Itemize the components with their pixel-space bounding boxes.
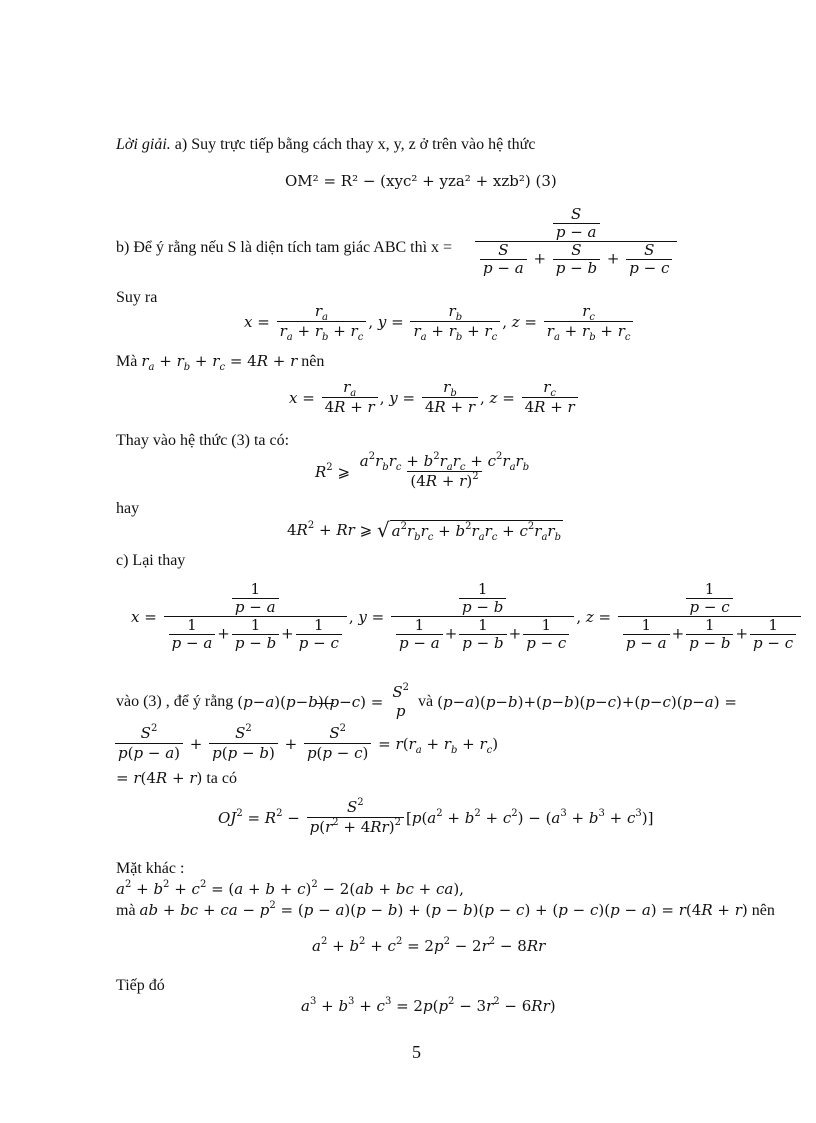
page-number: 5 bbox=[412, 1042, 421, 1062]
part-c-text: c) Lại thay bbox=[116, 552, 186, 569]
mat-khac: Mặt khác : bbox=[116, 860, 185, 877]
part-b-fraction: $\frac{S}{p - a}$ $\frac{S}{p - a}$ + $\frac{S}{p - b}$ + $\frac{S}{p - c}$ bbox=[473, 206, 679, 277]
intro-text: a) Suy trực tiếp bằng cách thay x, y, z ở trên vào hệ thức bbox=[170, 136, 536, 153]
line-sq: $a^2 + b^2 + c^2 = (a + b + c)^2 - 2(ab$ + bc + ca), bbox=[116, 879, 464, 898]
equation-OJ: $OJ^2 = R^2$ − $\frac{S^2}{p(r^2 + 4Rr)^2}$ $[p(a^2 + b^2 + c^2) - (a^3 + b^3 + c^3)]$ bbox=[218, 797, 654, 836]
equation-sq2: $a^2 + b^2 + c^2 = 2p^2 - 2r^2 - 8Rr$ bbox=[312, 936, 546, 955]
sum-s2-line: $\frac{S^2}{p(p - a)}$ + $\frac{S^2}{p(p - b)}$ + $\frac{S^2}{p(p - c)}$ = $r(r_a + r_b + r_c)$ bbox=[113, 724, 498, 763]
ma2-line: mà ab + bc + ca − $p^2 = (p - a)(p - b) + (p - b)(p - c) + (p - c)(p - a) = r(4R + r)$ nên bbox=[116, 900, 775, 919]
part-b-label: b) Để ý rằng nếu S là diện tích tam giác ABC thì x = bbox=[116, 239, 453, 256]
equation-R2: $R^2$ ⩾ $\frac{a^2r_br_c + b^2r_ar_c + c^2r_ar_b}{(4R + r)^2}$ bbox=[315, 451, 530, 490]
part-b-text bbox=[116, 238, 452, 258]
thay-vao-text: Thay vào hệ thức (3) ta có: bbox=[116, 432, 290, 449]
equation-c-xyz: x = $\frac{1}{p - a}$ $\frac{1}{p - a}$ + $\frac{1}{p - b}$ + $\frac{1}{p - c}$ , y = $\frac{1}{p - b}$ $\frac{1}{p - a}$ + $\frac{1}{p - b}$ + $\frac{1}{p - c}$ , z = $\frac{1}{p - c}$ $\frac{1}{p - a}$ + $\frac{1}{p - b}$ + $\frac{1}{p - c}$ bbox=[131, 581, 803, 652]
ma-text: Mà $r_a + r_b + r_c = 4R + r$ nên bbox=[116, 352, 325, 373]
equation-om bbox=[285, 171, 557, 191]
solution-label: Lời giải. bbox=[116, 136, 171, 153]
equation-xyz-r: x = $\frac{r_a}{r_a + r_b + r_c}$ , y = $\frac{r_b}{r_a + r_b + r_c}$ , z = $\frac{r_c}{r_a + r_b + r_c}$ bbox=[244, 302, 635, 341]
equation-xyz-R: x = $\frac{r_a}{4R + r}$ , y = $\frac{r_b}{4R + r}$ , z = $\frac{r_c}{4R + r}$ bbox=[289, 378, 580, 417]
tiep-do: Tiếp đó bbox=[116, 977, 165, 994]
vao3-text-b: và bbox=[417, 693, 434, 710]
fraction-bar bbox=[316, 703, 334, 704]
ma2-text-b: nên bbox=[751, 902, 775, 919]
equation-4R2: $4R^2 + Rr$ ⩾ √ $a^2r_br_c + b^2r_ar_c + c^2r_ar_b$ bbox=[287, 518, 561, 543]
equation-cube: $a^3 + b^3 + c^3 = 2p(p^2 - 3r^2 - 6Rr)$ bbox=[301, 996, 556, 1015]
solution-intro bbox=[116, 135, 535, 155]
hay-text: hay bbox=[116, 500, 140, 517]
equation-om-text: OM² = R² − (xyc² + yza² + xzb²) (3) bbox=[285, 172, 557, 190]
vao3-text-a: vào (3) , để ý rằng bbox=[116, 693, 234, 710]
r4R-line: = r(4R + r) ta có bbox=[116, 769, 238, 787]
suy-ra: Suy ra bbox=[116, 289, 158, 306]
vao3-line: vào (3) , để ý rằng (p−a)(p−b)(p−c) = $S^2$ p và (p−a)(p−b)+(p−b)(p−c)+(p−c)(p−a) = bbox=[116, 682, 737, 720]
ma2-text-a: mà bbox=[116, 902, 136, 919]
vao3-text-c: ta có bbox=[206, 770, 238, 787]
